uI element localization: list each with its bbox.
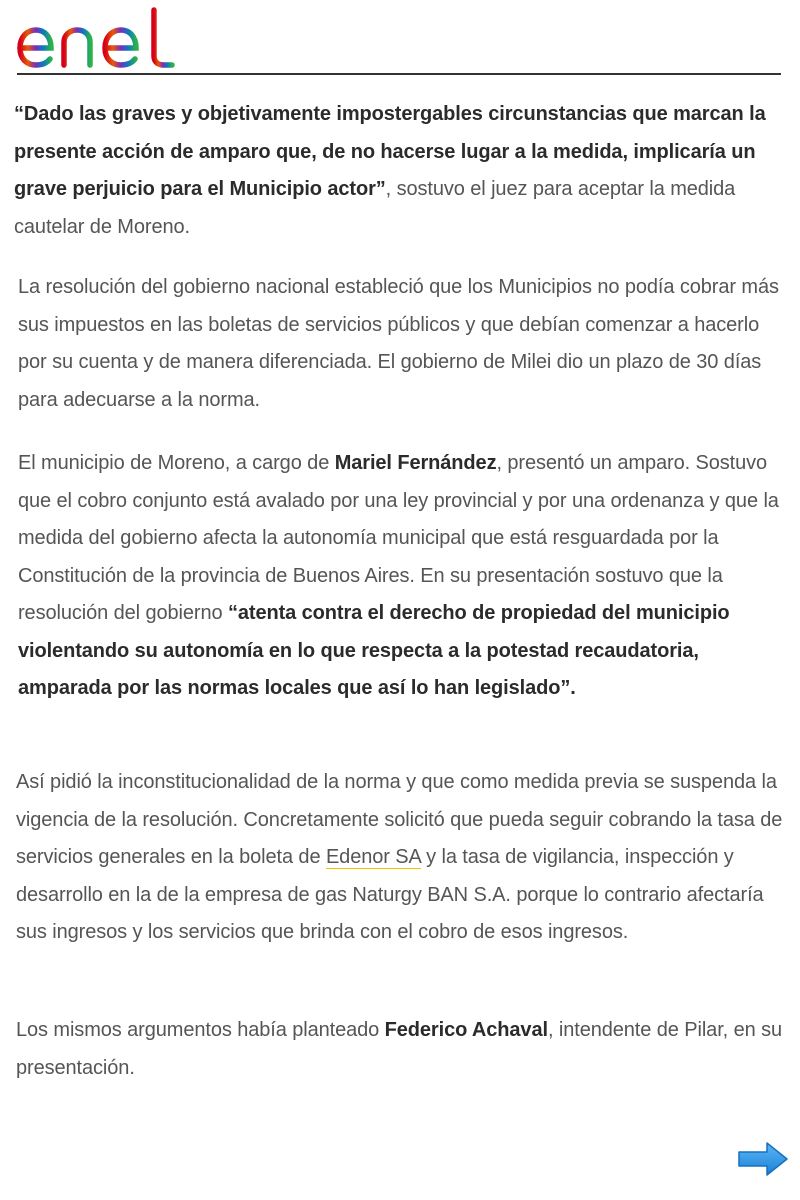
header-divider — [17, 73, 781, 75]
text-span: Los mismos argumentos había planteado — [16, 1019, 385, 1041]
enel-logo — [14, 6, 184, 70]
person-name: Mariel Fernández — [334, 452, 497, 474]
text-span: El municipio de Moreno, a cargo de — [18, 452, 335, 474]
text-span: Así pidió la inconstitucionalidad de la norma y que como medida previa se suspenda la vigencia de la resolución. Concretamente solicitó que pueda seguir cobrando la tasa de servicios generales en la boleta de — [16, 771, 783, 868]
bold-quote: “atenta contra el derecho de propiedad del municipio violentando su autonomía en lo que respecta a la potestad recaudatoria, amparada por las normas locales que así lo han legislado”. — [18, 602, 730, 699]
text-span: , presentó un amparo. Sostuvo que el cobro conjunto está avalado por una ley provincial y por una ordenanza y que la medida del gobierno afecta la autonomía municipal que está resguardada por la Constitución de la provincia de Buenos Aires. En su presentación sostuvo que la resolución del gobierno — [18, 452, 779, 624]
request-paragraph — [16, 764, 784, 952]
quote-attribution: , sostuvo el juez para aceptar la medida cautelar de Moreno. — [14, 178, 736, 238]
moreno-paragraph — [18, 445, 783, 708]
text-span: , intendente de Pilar, en su presentación. — [16, 1019, 782, 1079]
quote-paragraph — [14, 96, 786, 246]
arrow-right-icon[interactable] — [736, 1140, 790, 1178]
resolution-paragraph: La resolución del gobierno nacional estableció que los Municipios no podía cobrar más sus impuestos en las boletas de servicios públicos y que debían comenzar a hacerlo por su cuenta y de manera diferenciada. El gobierno de Milei dio un plazo de 30 días para adecuarse a la norma. — [18, 276, 779, 411]
pilar-paragraph — [16, 1012, 784, 1087]
edenor-link[interactable]: Edenor SA — [325, 846, 421, 868]
person-name: Federico Achaval — [384, 1019, 548, 1041]
text-span: y la tasa de vigilancia, inspección y desarrollo en la de la empresa de gas Naturgy BAN S.A. porque lo contrario afectaría sus ingresos y los servicios que brinda con el cobro de esos ingresos. — [16, 846, 764, 943]
judge-quote: “Dado las graves y objetivamente impostergables circunstancias que marcan la presente acción de amparo que, de no hacerse lugar a la medida, implicaría un grave perjuicio para el Municipio actor” — [14, 103, 766, 200]
